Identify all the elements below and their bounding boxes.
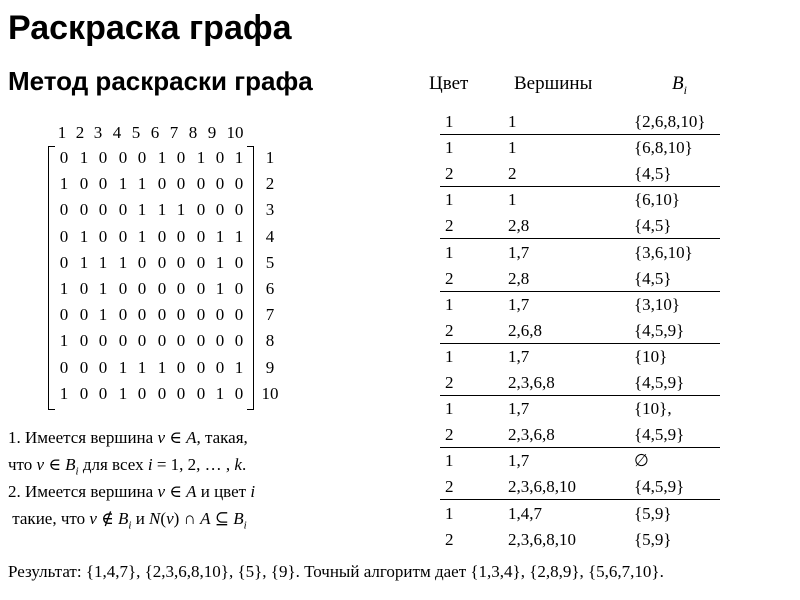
- matrix-cell: 0: [176, 174, 186, 194]
- matrix-cell: 0: [215, 331, 225, 351]
- step-vertices: 1,7: [508, 346, 530, 366]
- matrix-cell: 0: [59, 148, 69, 167]
- step-color: 1: [445, 112, 454, 131]
- matrix-cell: 0: [118, 279, 128, 298]
- step-set: {4,5}: [634, 216, 672, 236]
- step-set: {5,9}: [634, 503, 672, 523]
- matrix-cell: 0: [215, 148, 225, 167]
- step-vertices: 2,3,6,8: [508, 373, 555, 392]
- matrix-cell: 1: [59, 383, 69, 403]
- matrix-cell: 0: [79, 383, 89, 403]
- matrix-cell: 0: [98, 148, 108, 167]
- step-color: 2: [445, 529, 454, 549]
- matrix-cell: 0: [59, 252, 69, 272]
- step-vertices: 2: [508, 164, 517, 184]
- matrix-cell: 0: [234, 252, 244, 272]
- matrix-cell: 1: [59, 331, 69, 351]
- matrix-cell: 1: [137, 174, 147, 194]
- matrix-cell: 0: [157, 305, 167, 325]
- matrix-cell: 1: [118, 357, 128, 377]
- matrix-row-label: 2: [265, 174, 275, 194]
- step-color: 1: [445, 190, 454, 210]
- step-vertices: 1,7: [508, 294, 530, 314]
- step-color: 2: [445, 477, 454, 497]
- matrix-cell: 0: [118, 200, 128, 220]
- matrix-cell: 0: [196, 383, 206, 403]
- condition-2-line-2: такие, что v ∉ $B_i$ и N(v) ∩ A ⊆ $B_i$: [8, 509, 247, 532]
- matrix-cell: 0: [176, 357, 186, 377]
- matrix-row-label: 8: [265, 331, 275, 351]
- matrix-cell: 0: [79, 200, 89, 220]
- matrix-cell: 0: [234, 331, 244, 351]
- matrix-row-label: 1: [265, 148, 275, 167]
- step-row: [440, 476, 720, 500]
- step-color: 1: [445, 451, 454, 471]
- matrix-cell: 0: [196, 279, 206, 298]
- matrix-cell: 0: [157, 383, 167, 403]
- step-color: 2: [445, 425, 454, 445]
- matrix-cell: 0: [176, 279, 186, 298]
- step-color: 1: [445, 346, 454, 366]
- matrix-cell: 1: [59, 174, 69, 194]
- matrix-column-label: 8: [188, 123, 198, 142]
- step-vertices: 2,3,6,8,10: [508, 529, 576, 549]
- matrix-cell: 0: [176, 252, 186, 272]
- matrix-cell: 1: [215, 383, 225, 403]
- matrix-cell: 0: [79, 174, 89, 194]
- matrix-cell: 1: [79, 148, 89, 167]
- step-row: [440, 294, 720, 318]
- matrix-cell: 0: [234, 174, 244, 194]
- page-title: Раскраска графа: [8, 9, 292, 47]
- matrix-cell: 0: [196, 331, 206, 351]
- matrix-cell: 0: [79, 357, 89, 377]
- matrix-cell: 0: [196, 174, 206, 194]
- matrix-cell: 1: [215, 279, 225, 298]
- matrix-column-label: 5: [131, 123, 141, 142]
- matrix-right-bracket: [247, 146, 254, 410]
- step-vertices: 1,4,7: [508, 503, 542, 523]
- step-vertices: 2,6,8: [508, 320, 542, 340]
- matrix-cell: 1: [234, 357, 244, 377]
- matrix-cell: 0: [196, 200, 206, 220]
- step-set: {4,5,9}: [634, 320, 685, 340]
- matrix-cell: 1: [137, 357, 147, 377]
- step-color: 2: [445, 320, 454, 340]
- matrix-cell: 0: [196, 252, 206, 272]
- matrix-row-label: 3: [265, 200, 275, 220]
- step-row: [440, 242, 720, 266]
- step-vertices: 1,7: [508, 242, 530, 262]
- matrix-cell: 0: [79, 305, 89, 325]
- condition-2-line-1: 2. Имеется вершина v ∈ A и цвет i: [8, 482, 256, 501]
- step-color: 2: [445, 216, 454, 236]
- matrix-cell: 0: [59, 305, 69, 325]
- step-row: [440, 398, 720, 422]
- step-vertices: 1: [508, 112, 517, 131]
- step-vertices: 1: [508, 190, 517, 210]
- step-color: 1: [445, 138, 454, 158]
- matrix-column-label: 9: [207, 123, 217, 142]
- matrix-cell: 0: [79, 331, 89, 351]
- matrix-cell: 1: [98, 252, 108, 272]
- step-vertices: 1: [508, 138, 517, 158]
- matrix-cell: 1: [118, 252, 128, 272]
- step-vertices: 2,8: [508, 268, 530, 288]
- matrix-column-label: 3: [93, 123, 103, 142]
- step-color: 1: [445, 294, 454, 314]
- step-set: {6,8,10}: [634, 138, 693, 158]
- matrix-cell: 0: [196, 357, 206, 377]
- condition-1-line-2: что v ∈ $B_i$ для всех i = 1, 2, … , k.: [8, 455, 247, 478]
- matrix-cell: 0: [215, 200, 225, 220]
- color-column-header: Цвет: [429, 73, 469, 94]
- matrix-cell: 0: [157, 279, 167, 298]
- matrix-cell: 0: [215, 174, 225, 194]
- step-set: {10},: [634, 399, 672, 419]
- step-color: 1: [445, 399, 454, 419]
- step-set: {3,6,10}: [634, 242, 693, 262]
- section-subtitle: Метод раскраски графа: [8, 66, 313, 96]
- step-vertices: 2,3,6,8,10: [508, 477, 576, 497]
- matrix-cell: 0: [137, 279, 147, 298]
- matrix-column-label: 1: [57, 123, 67, 142]
- matrix-cell: 1: [118, 383, 128, 403]
- matrix-cell: 1: [98, 305, 108, 325]
- matrix-cell: 0: [176, 226, 186, 246]
- matrix-column-label: 6: [150, 123, 160, 142]
- step-row: [440, 189, 720, 213]
- matrix-row-label: 4: [265, 226, 275, 246]
- matrix-cell: 0: [98, 174, 108, 194]
- matrix-cell: 0: [176, 305, 186, 325]
- step-set: {3,10}: [634, 294, 681, 314]
- matrix-cell: 0: [118, 226, 128, 246]
- step-row: [440, 372, 720, 396]
- matrix-cell: 1: [157, 148, 167, 167]
- matrix-cell: 0: [157, 226, 167, 246]
- matrix-cell: 1: [176, 200, 186, 220]
- step-row: [440, 503, 720, 527]
- step-color: 2: [445, 268, 454, 288]
- matrix-cell: 0: [118, 148, 128, 167]
- matrix-cell: 0: [176, 331, 186, 351]
- matrix-cell: 0: [157, 331, 167, 351]
- matrix-column-label: 10: [226, 123, 244, 142]
- matrix-cell: 0: [176, 148, 186, 167]
- matrix-cell: 0: [98, 200, 108, 220]
- matrix-column-label: 7: [169, 123, 179, 142]
- matrix-cell: 0: [118, 331, 128, 351]
- matrix-cell: 0: [137, 252, 147, 272]
- step-row: [440, 215, 720, 239]
- matrix-cell: 1: [215, 226, 225, 246]
- matrix-cell: 0: [98, 383, 108, 403]
- matrix-cell: 1: [137, 226, 147, 246]
- step-set: {5,9}: [634, 529, 672, 549]
- matrix-cell: 0: [234, 383, 244, 403]
- matrix-row-label: 9: [265, 357, 275, 377]
- matrix-cell: 0: [137, 383, 147, 403]
- step-set: {4,5}: [634, 268, 672, 288]
- step-color: 1: [445, 242, 454, 262]
- step-vertices: 2,3,6,8: [508, 425, 555, 445]
- matrix-cell: 0: [98, 226, 108, 246]
- matrix-cell: 0: [98, 357, 108, 377]
- matrix-cell: 1: [234, 226, 244, 246]
- step-set: {10}: [634, 346, 668, 366]
- matrix-cell: 0: [215, 305, 225, 325]
- matrix-cell: 0: [59, 357, 69, 377]
- step-set: {4,5,9}: [634, 477, 685, 497]
- matrix-cell: 0: [196, 226, 206, 246]
- step-row: [440, 137, 720, 161]
- vertices-column-header: Вершины: [514, 73, 593, 94]
- step-row: [440, 320, 720, 344]
- matrix-cell: 0: [157, 174, 167, 194]
- matrix-cell: 0: [137, 305, 147, 325]
- matrix-cell: 0: [196, 305, 206, 325]
- matrix-cell: 0: [59, 200, 69, 220]
- result-text: Результат: {1,4,7}, {2,3,6,8,10}, {5}, {9}. Точный алгоритм дает {1,3,4}, {2,8,9}, {5,6,7,10}.: [8, 562, 664, 581]
- matrix-row-label: 6: [265, 279, 275, 298]
- matrix-cell: 0: [157, 252, 167, 272]
- matrix-cell: 1: [234, 148, 244, 167]
- matrix-cell: 0: [234, 279, 244, 298]
- matrix-cell: 0: [137, 148, 147, 167]
- matrix-cell: 0: [215, 357, 225, 377]
- matrix-cell: 0: [234, 200, 244, 220]
- matrix-cell: 0: [59, 226, 69, 246]
- step-vertices: 1,7: [508, 399, 530, 419]
- set-column-header: $B_i$: [672, 73, 687, 97]
- step-vertices: 2,8: [508, 216, 530, 236]
- matrix-column-label: 2: [75, 123, 85, 142]
- step-set: {4,5,9}: [634, 373, 685, 392]
- step-row: [440, 163, 720, 187]
- step-set: {4,5}: [634, 164, 672, 184]
- matrix-cell: 0: [234, 305, 244, 325]
- matrix-cell: 1: [215, 252, 225, 272]
- step-set: {2,6,8,10}: [634, 112, 706, 131]
- matrix-cell: 1: [79, 226, 89, 246]
- matrix-column-label: 4: [112, 123, 122, 142]
- step-row: [440, 450, 720, 474]
- matrix-row-label: 7: [265, 305, 275, 325]
- condition-1-line-1: 1. Имеется вершина v ∈ A, такая,: [8, 428, 248, 447]
- step-set: {4,5,9}: [634, 425, 685, 445]
- step-row: [440, 111, 720, 135]
- step-row: [440, 424, 720, 448]
- step-set: ∅: [634, 451, 649, 471]
- step-row: [440, 346, 720, 370]
- matrix-cell: 1: [157, 357, 167, 377]
- step-row: [440, 529, 720, 553]
- step-color: 1: [445, 503, 454, 523]
- matrix-row-label: 5: [265, 252, 275, 272]
- matrix-cell: 0: [118, 305, 128, 325]
- step-set: {6,10}: [634, 190, 681, 210]
- matrix-cell: 1: [157, 200, 167, 220]
- matrix-left-bracket: [48, 146, 55, 410]
- matrix-cell: 1: [59, 279, 69, 298]
- matrix-cell: 0: [176, 383, 186, 403]
- step-vertices: 1,7: [508, 451, 530, 471]
- matrix-cell: 1: [79, 252, 89, 272]
- matrix-cell: 1: [137, 200, 147, 220]
- matrix-cell: 0: [98, 331, 108, 351]
- matrix-cell: 0: [137, 331, 147, 351]
- matrix-cell: 1: [118, 174, 128, 194]
- step-color: 2: [445, 164, 454, 184]
- matrix-row-label: 10: [261, 383, 279, 403]
- step-color: 2: [445, 373, 454, 392]
- matrix-cell: 1: [98, 279, 108, 298]
- matrix-cell: 1: [196, 148, 206, 167]
- matrix-cell: 0: [79, 279, 89, 298]
- step-row: [440, 268, 720, 292]
